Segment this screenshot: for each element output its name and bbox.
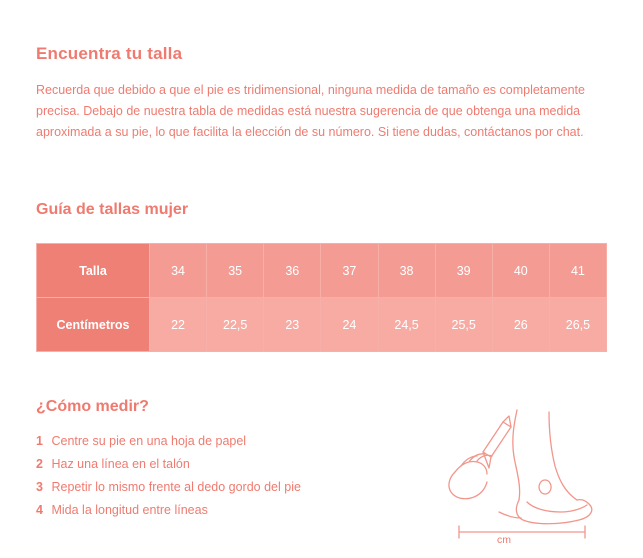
- step-text: Repetir lo mismo frente al dedo gordo del pie: [51, 480, 301, 494]
- table-row-header: Centímetros: [37, 298, 150, 352]
- table-cell: 26: [492, 298, 549, 352]
- step-text: Haz una línea en el talón: [51, 457, 190, 471]
- step-text: Mida la longitud entre líneas: [51, 503, 208, 517]
- foot-measure-illustration: [399, 406, 609, 546]
- size-guide-section: [36, 201, 607, 352]
- illustration-caption: cm: [497, 534, 511, 546]
- table-cell: 36: [264, 244, 321, 298]
- intro-paragraph: Recuerda que debido a que el pie es tridimensional, ninguna medida de tamaño es completamente precisa. Debajo de nuestra tabla de medidas está nuestra sugerencia de que obtenga una medida aproximada a su pie, lo que facilita la elección de su número. Si tiene dudas, contáctanos por chat.: [36, 83, 585, 139]
- table-cell: 40: [492, 244, 549, 298]
- step-number: 2: [36, 457, 43, 471]
- table-cell: 26,5: [549, 298, 606, 352]
- table-cell: 22: [150, 298, 207, 352]
- size-table: [36, 243, 607, 352]
- table-cell: 25,5: [435, 298, 492, 352]
- step-text: Centre su pie en una hoja de papel: [51, 434, 247, 448]
- step-number: 4: [36, 503, 43, 517]
- how-to-measure-title: ¿Cómo medir?: [36, 398, 149, 415]
- step-number: 1: [36, 434, 43, 448]
- table-cell: 24: [321, 298, 378, 352]
- table-cell: 39: [435, 244, 492, 298]
- table-cell: 41: [549, 244, 606, 298]
- foot-illustration-icon: [399, 406, 609, 546]
- table-row-header: Talla: [37, 244, 150, 298]
- step-number: 3: [36, 480, 43, 494]
- intro-section: [36, 44, 607, 143]
- size-guide-title: Guía de tallas mujer: [36, 201, 189, 218]
- table-row: [37, 298, 607, 352]
- table-cell: 38: [378, 244, 435, 298]
- table-row: [37, 244, 607, 298]
- table-cell: 35: [207, 244, 264, 298]
- table-cell: 24,5: [378, 298, 435, 352]
- page-title: Encuentra tu talla: [36, 44, 183, 63]
- table-cell: 34: [150, 244, 207, 298]
- table-cell: 23: [264, 298, 321, 352]
- table-cell: 37: [321, 244, 378, 298]
- table-cell: 22,5: [207, 298, 264, 352]
